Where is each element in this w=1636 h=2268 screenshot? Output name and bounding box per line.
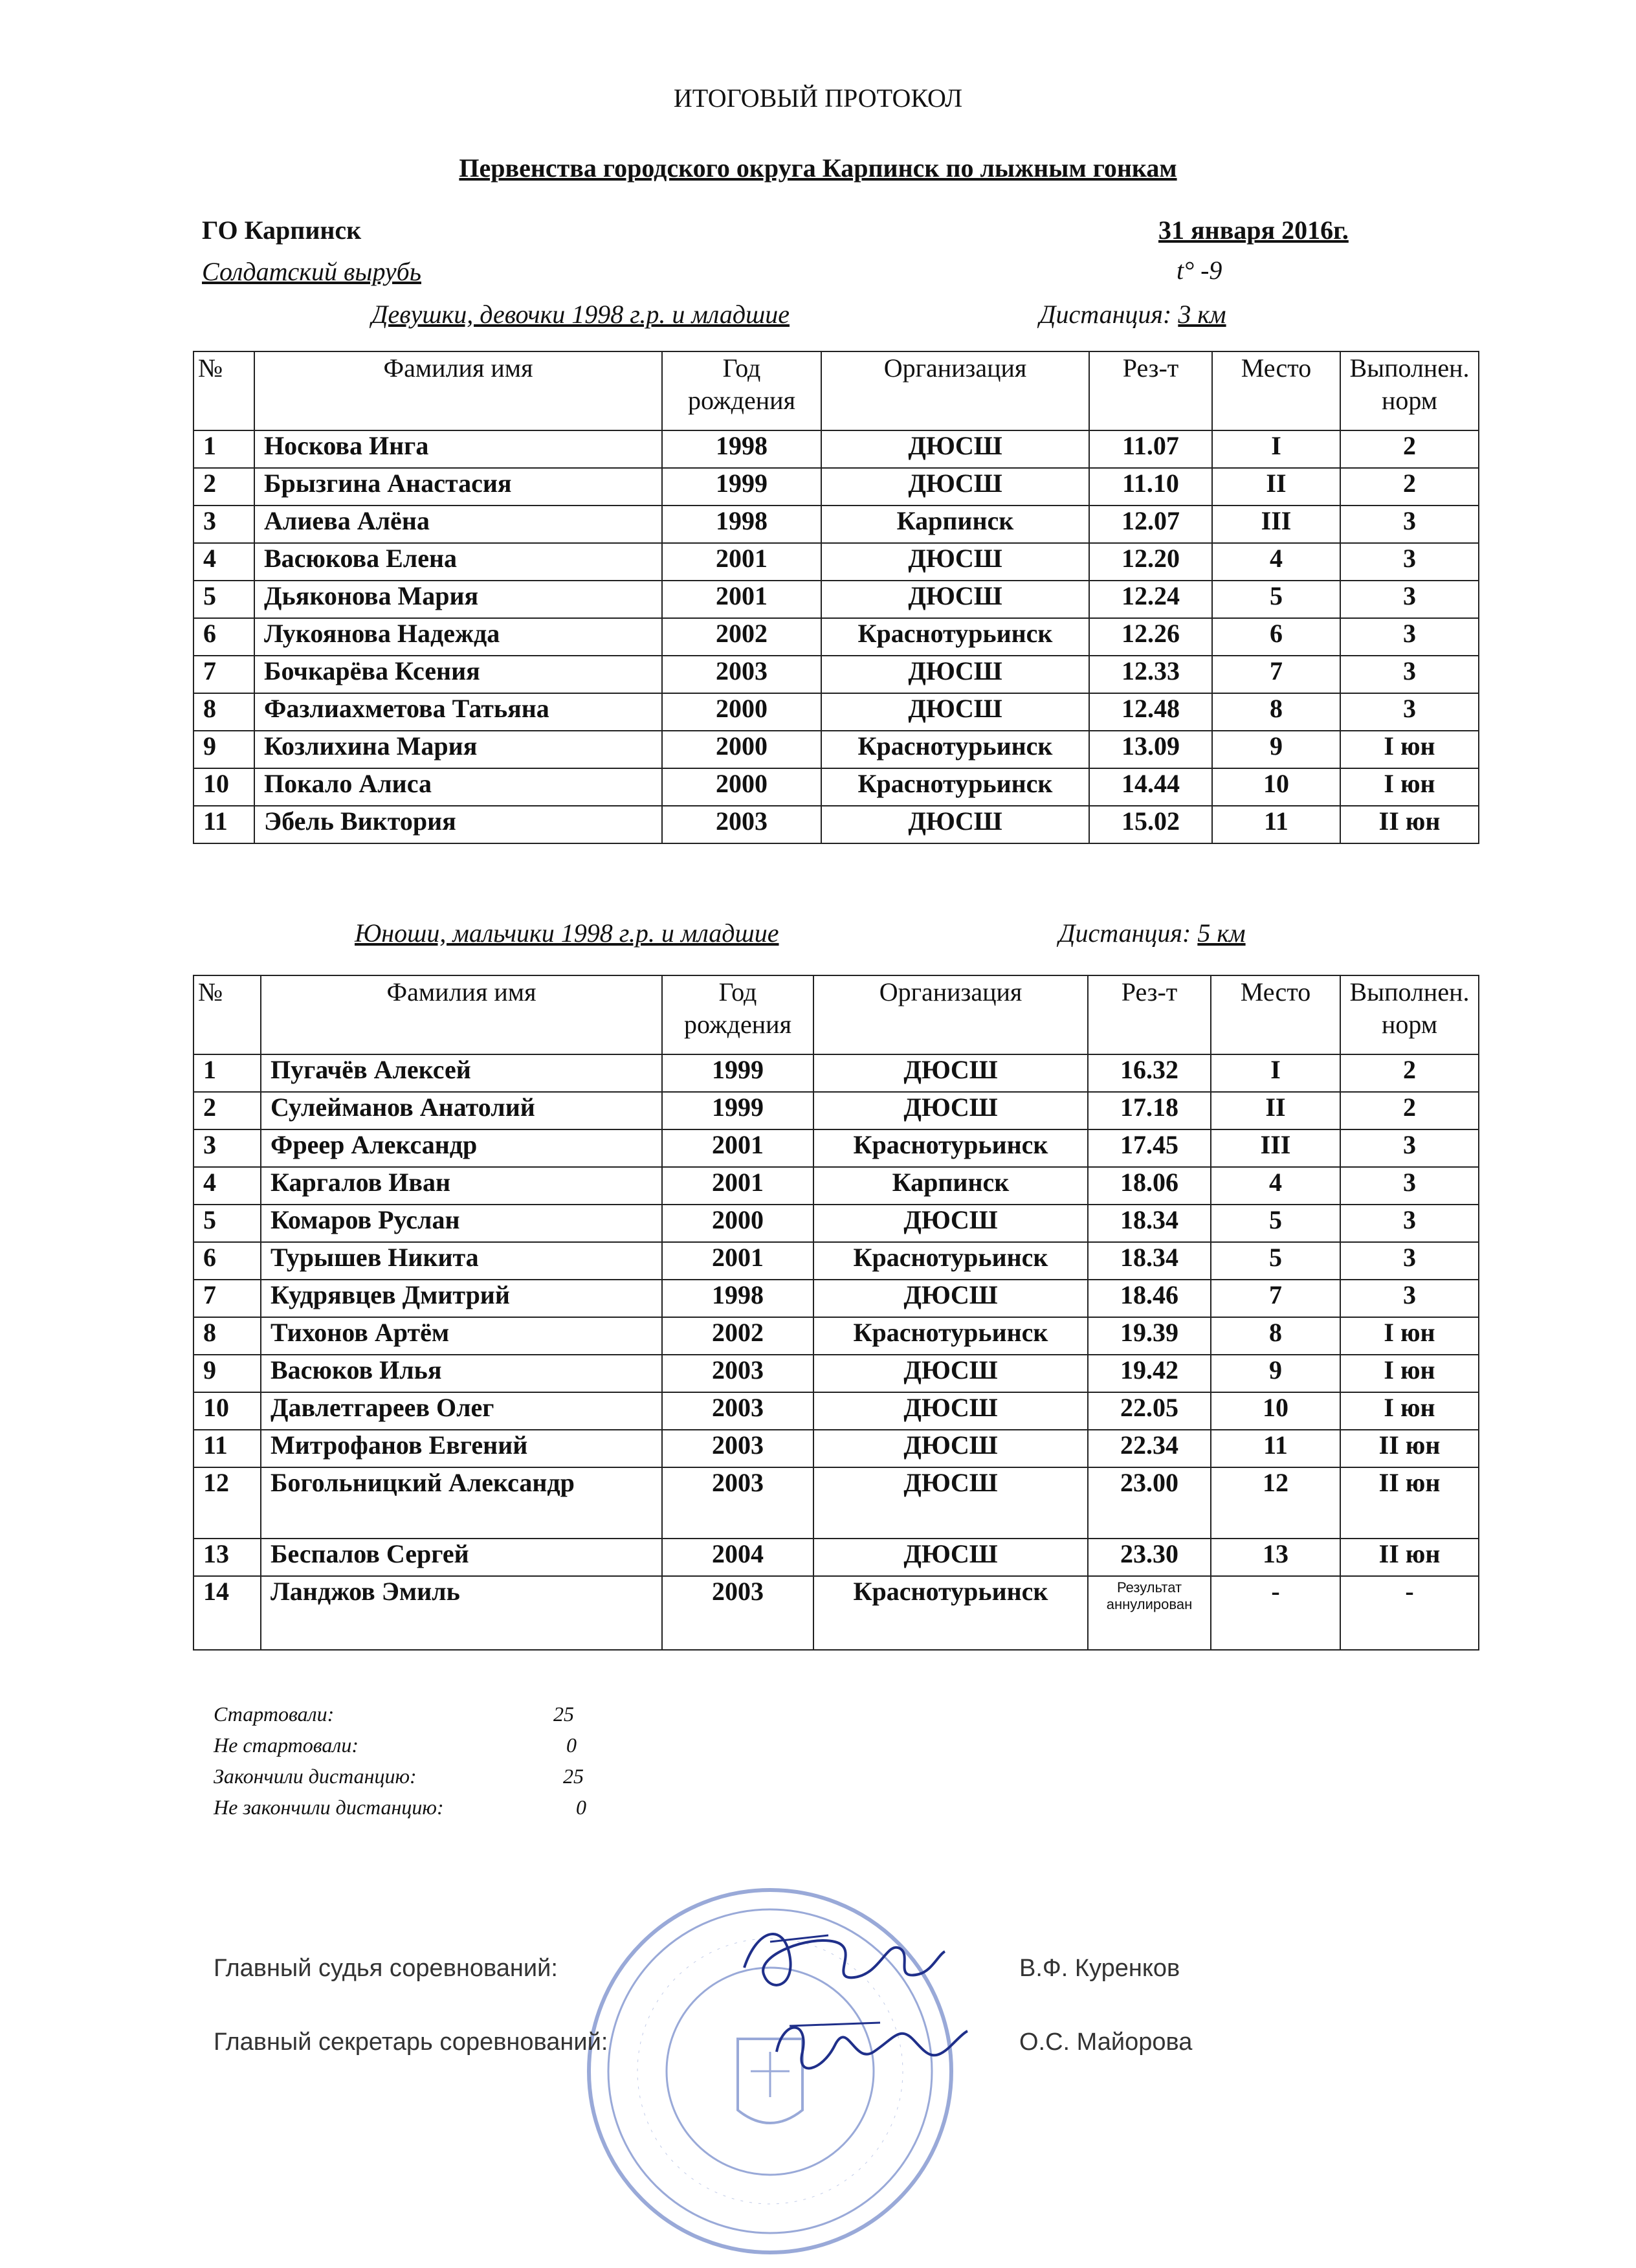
table-cell: 22.34 [1088,1430,1211,1467]
table-cell: 2003 [662,1355,813,1392]
table-cell: 2000 [662,693,821,731]
table-cell: 2001 [662,1129,813,1167]
column-header: Рез-т [1089,351,1212,430]
table-cell: III [1211,1129,1340,1167]
table-cell: 12.26 [1089,618,1212,656]
table-cell: - [1211,1576,1340,1650]
table-cell: 1999 [662,468,821,506]
table-cell: I [1212,430,1340,468]
table-cell: Покало Алиса [254,768,662,806]
table-cell: 2 [1340,1054,1479,1092]
column-header: Выполнен. норм [1340,351,1479,430]
table-cell: ДЮСШ [821,806,1089,843]
table-cell: ДЮСШ [821,468,1089,506]
table-row [193,1280,1479,1317]
table-cell: 4 [1211,1167,1340,1205]
table-cell: Краснотурьинск [813,1576,1088,1650]
table-cell: 9 [1211,1355,1340,1392]
secretary-name: О.С. Майорова [1019,2029,1193,2056]
column-header: № [193,975,261,1054]
table-cell: 2 [193,468,254,506]
table-cell: 5 [1211,1242,1340,1280]
table-row [193,1467,1479,1539]
table-cell: II юн [1340,1430,1479,1467]
document-title: ИТОГОВЫЙ ПРОТОКОЛ [673,83,963,113]
table-cell: 12.33 [1089,656,1212,693]
secretary-signature [764,2007,971,2084]
column-header: Организация [821,351,1089,430]
table-cell: 11 [193,1430,261,1467]
table-cell: Краснотурьинск [813,1129,1088,1167]
table-cell: 1998 [662,506,821,543]
table-cell: 17.45 [1088,1129,1211,1167]
table-cell: Результат аннулирован [1088,1576,1211,1650]
secretary-label: Главный секретарь соревнований: [214,2029,608,2056]
boys-distance-value: 5 км [1197,918,1246,948]
table-cell: 23.30 [1088,1539,1211,1576]
table-row [193,1205,1479,1242]
table-cell: 1999 [662,1054,813,1092]
table-cell: 3 [1340,543,1479,581]
table-cell: 3 [1340,506,1479,543]
table-cell: 12.07 [1089,506,1212,543]
table-cell: Бочкарёва Ксения [254,656,662,693]
table-cell: III [1212,506,1340,543]
table-cell: 3 [1340,1167,1479,1205]
table-cell: 13.09 [1089,731,1212,768]
table-cell: Краснотурьинск [821,768,1089,806]
table-cell: II юн [1340,1539,1479,1576]
boys-group-label: Юноши, мальчики 1998 г.р. и младшие [355,918,779,948]
table-cell: Каргалов Иван [261,1167,662,1205]
table-cell: 14.44 [1089,768,1212,806]
table-row [193,731,1479,768]
girls-distance [1039,299,1226,329]
table-cell: 2001 [662,1167,813,1205]
column-header: Организация [813,975,1088,1054]
table-row [193,1317,1479,1355]
table-cell: I [1211,1054,1340,1092]
column-header: Фамилия имя [261,975,662,1054]
table-cell: 2001 [662,581,821,618]
judge-signature [731,1916,951,2007]
table-cell: 2 [1340,430,1479,468]
table-row [193,468,1479,506]
table-row [193,1539,1479,1576]
table-cell: 2000 [662,731,821,768]
table-cell: Эбель Виктория [254,806,662,843]
table-cell: 16.32 [1088,1054,1211,1092]
table-cell: 14 [193,1576,261,1650]
table-cell: 9 [193,731,254,768]
table-cell: 12.20 [1089,543,1212,581]
table-cell: 3 [1340,693,1479,731]
date: 31 января 2016г. [1158,216,1349,245]
table-cell: 3 [1340,581,1479,618]
table-cell: ДЮСШ [813,1392,1088,1430]
table-cell: Фазлиахметова Татьяна [254,693,662,731]
table-cell: Ланджов Эмиль [261,1576,662,1650]
table-cell: 10 [1211,1392,1340,1430]
table-row [193,1129,1479,1167]
boys-header-row [193,975,1479,1054]
table-cell: Тихонов Артём [261,1317,662,1355]
table-cell: 2 [193,1092,261,1129]
table-cell: 12 [193,1467,261,1539]
table-row [193,1092,1479,1129]
table-row [193,1167,1479,1205]
table-cell: 12.24 [1089,581,1212,618]
table-cell: Карпинск [821,506,1089,543]
table-cell: ДЮСШ [813,1054,1088,1092]
table-cell: Беспалов Сергей [261,1539,662,1576]
table-cell: I юн [1340,768,1479,806]
table-cell: Краснотурьинск [813,1317,1088,1355]
column-header: Год рождения [662,975,813,1054]
table-row [193,543,1479,581]
table-cell: 23.00 [1088,1467,1211,1539]
table-cell: 2002 [662,1317,813,1355]
table-cell: - [1340,1576,1479,1650]
table-row [193,1054,1479,1092]
table-cell: 3 [1340,656,1479,693]
table-cell: 2003 [662,806,821,843]
table-cell: Брызгина Анастасия [254,468,662,506]
judge-name: В.Ф. Куренков [1019,1955,1180,1982]
table-cell: Краснотурьинск [813,1242,1088,1280]
table-row [193,656,1479,693]
table-cell: 4 [193,1167,261,1205]
girls-distance-label: Дистанция: [1039,300,1172,329]
table-cell: 3 [1340,1280,1479,1317]
table-cell: 7 [1211,1280,1340,1317]
table-cell: 2003 [662,1392,813,1430]
table-cell: 3 [193,1129,261,1167]
table-cell: 12.48 [1089,693,1212,731]
table-cell: ДЮСШ [813,1539,1088,1576]
table-cell: 5 [1212,581,1340,618]
table-cell: 8 [193,693,254,731]
table-cell: 19.42 [1088,1355,1211,1392]
table-cell: Богольницкий Александр [261,1467,662,1539]
table-cell: 3 [1340,618,1479,656]
table-cell: ДЮСШ [813,1092,1088,1129]
table-row [193,693,1479,731]
table-cell: 6 [193,1242,261,1280]
table-cell: 3 [1340,1129,1479,1167]
table-cell: 3 [1340,1205,1479,1242]
table-cell: I юн [1340,1392,1479,1430]
table-cell: 9 [193,1355,261,1392]
table-cell: 1 [193,1054,261,1092]
table-cell: 1 [193,430,254,468]
table-cell: Алиева Алёна [254,506,662,543]
document-subtitle: Первенства городского округа Карпинск по лыжным гонкам [459,153,1177,183]
table-cell: 9 [1212,731,1340,768]
boys-distance-label: Дистанция: [1059,918,1191,948]
table-cell: 10 [193,768,254,806]
table-row [193,618,1479,656]
table-cell: 2002 [662,618,821,656]
table-cell: 10 [193,1392,261,1430]
table-cell: II юн [1340,1467,1479,1539]
table-cell: 22.05 [1088,1392,1211,1430]
table-cell: 8 [1212,693,1340,731]
table-cell: 2003 [662,1576,813,1650]
boys-results-table [193,975,1479,1651]
table-cell: 8 [193,1317,261,1355]
table-cell: 6 [193,618,254,656]
table-cell: Пугачёв Алексей [261,1054,662,1092]
table-row [193,581,1479,618]
table-cell: I юн [1340,731,1479,768]
table-cell: 13 [1211,1539,1340,1576]
table-cell: 18.06 [1088,1167,1211,1205]
table-cell: 6 [1212,618,1340,656]
table-cell: ДЮСШ [813,1430,1088,1467]
table-cell: ДЮСШ [813,1467,1088,1539]
table-cell: 7 [1212,656,1340,693]
table-cell: ДЮСШ [813,1205,1088,1242]
table-cell: ДЮСШ [821,656,1089,693]
table-cell: 11.10 [1089,468,1212,506]
table-cell: II [1211,1092,1340,1129]
table-row [193,1355,1479,1392]
table-cell: 11 [1212,806,1340,843]
table-cell: 2 [1340,1092,1479,1129]
table-cell: Фреер Александр [261,1129,662,1167]
table-cell: 2001 [662,543,821,581]
table-cell: 5 [193,1205,261,1242]
table-cell: Носкова Инга [254,430,662,468]
table-cell: Турышев Никита [261,1242,662,1280]
table-cell: Васюков Илья [261,1355,662,1392]
table-row [193,806,1479,843]
table-cell: 4 [193,543,254,581]
table-cell: II юн [1340,806,1479,843]
table-cell: 1999 [662,1092,813,1129]
table-row [193,430,1479,468]
table-cell: 15.02 [1089,806,1212,843]
table-cell: 2003 [662,656,821,693]
table-cell: Кудрявцев Дмитрий [261,1280,662,1317]
table-cell: 2 [1340,468,1479,506]
boys-distance [1059,918,1246,948]
table-cell: Карпинск [813,1167,1088,1205]
table-row [193,768,1479,806]
table-cell: Комаров Руслан [261,1205,662,1242]
table-cell: 5 [1211,1205,1340,1242]
table-cell: Лукоянова Надежда [254,618,662,656]
table-cell: 11 [1211,1430,1340,1467]
table-cell: II [1212,468,1340,506]
column-header: Рез-т [1088,975,1211,1054]
table-cell: 10 [1212,768,1340,806]
column-header: № [193,351,254,430]
table-cell: Сулейманов Анатолий [261,1092,662,1129]
temperature: t° -9 [1177,256,1222,285]
table-cell: 2004 [662,1539,813,1576]
column-header: Место [1212,351,1340,430]
table-cell: 1998 [662,1280,813,1317]
table-cell: 3 [193,506,254,543]
table-row [193,1430,1479,1467]
judge-label: Главный судья соревнований: [214,1955,558,1982]
table-cell: 7 [193,656,254,693]
girls-header-row [193,351,1479,430]
girls-results-table [193,351,1479,844]
table-row [193,506,1479,543]
table-cell: 12 [1211,1467,1340,1539]
table-cell: 11 [193,806,254,843]
table-row [193,1242,1479,1280]
table-cell: Дьяконова Мария [254,581,662,618]
table-row [193,1576,1479,1650]
column-header: Год рождения [662,351,821,430]
table-cell: 4 [1212,543,1340,581]
table-cell: 1998 [662,430,821,468]
table-cell: ДЮСШ [813,1355,1088,1392]
table-cell: 18.34 [1088,1242,1211,1280]
table-cell: 19.39 [1088,1317,1211,1355]
table-cell: Митрофанов Евгений [261,1430,662,1467]
column-header: Фамилия имя [254,351,662,430]
table-cell: ДЮСШ [821,430,1089,468]
table-row [193,1392,1479,1430]
table-cell: 2000 [662,768,821,806]
table-cell: 11.07 [1089,430,1212,468]
table-cell: 18.34 [1088,1205,1211,1242]
table-cell: 2001 [662,1242,813,1280]
table-cell: 17.18 [1088,1092,1211,1129]
table-cell: 2003 [662,1467,813,1539]
location: ГО Карпинск [202,216,362,245]
table-cell: Краснотурьинск [821,731,1089,768]
column-header: Место [1211,975,1340,1054]
table-cell: I юн [1340,1317,1479,1355]
column-header: Выполнен. норм [1340,975,1479,1054]
girls-distance-value: 3 км [1178,300,1226,329]
table-cell: 8 [1211,1317,1340,1355]
table-cell: Васюкова Елена [254,543,662,581]
table-cell: Краснотурьинск [821,618,1089,656]
table-cell: I юн [1340,1355,1479,1392]
venue: Солдатский вырубь [202,257,421,286]
table-cell: ДЮСШ [821,693,1089,731]
table-cell: 18.46 [1088,1280,1211,1317]
table-cell: Давлетгареев Олег [261,1392,662,1430]
girls-group-label: Девушки, девочки 1998 г.р. и младшие [371,300,790,329]
table-cell: 2003 [662,1430,813,1467]
table-cell: 2000 [662,1205,813,1242]
table-cell: 5 [193,581,254,618]
table-cell: 3 [1340,1242,1479,1280]
table-cell: 13 [193,1539,261,1576]
table-cell: Козлихина Мария [254,731,662,768]
table-cell: 7 [193,1280,261,1317]
table-cell: ДЮСШ [813,1280,1088,1317]
table-cell: ДЮСШ [821,543,1089,581]
table-cell: ДЮСШ [821,581,1089,618]
